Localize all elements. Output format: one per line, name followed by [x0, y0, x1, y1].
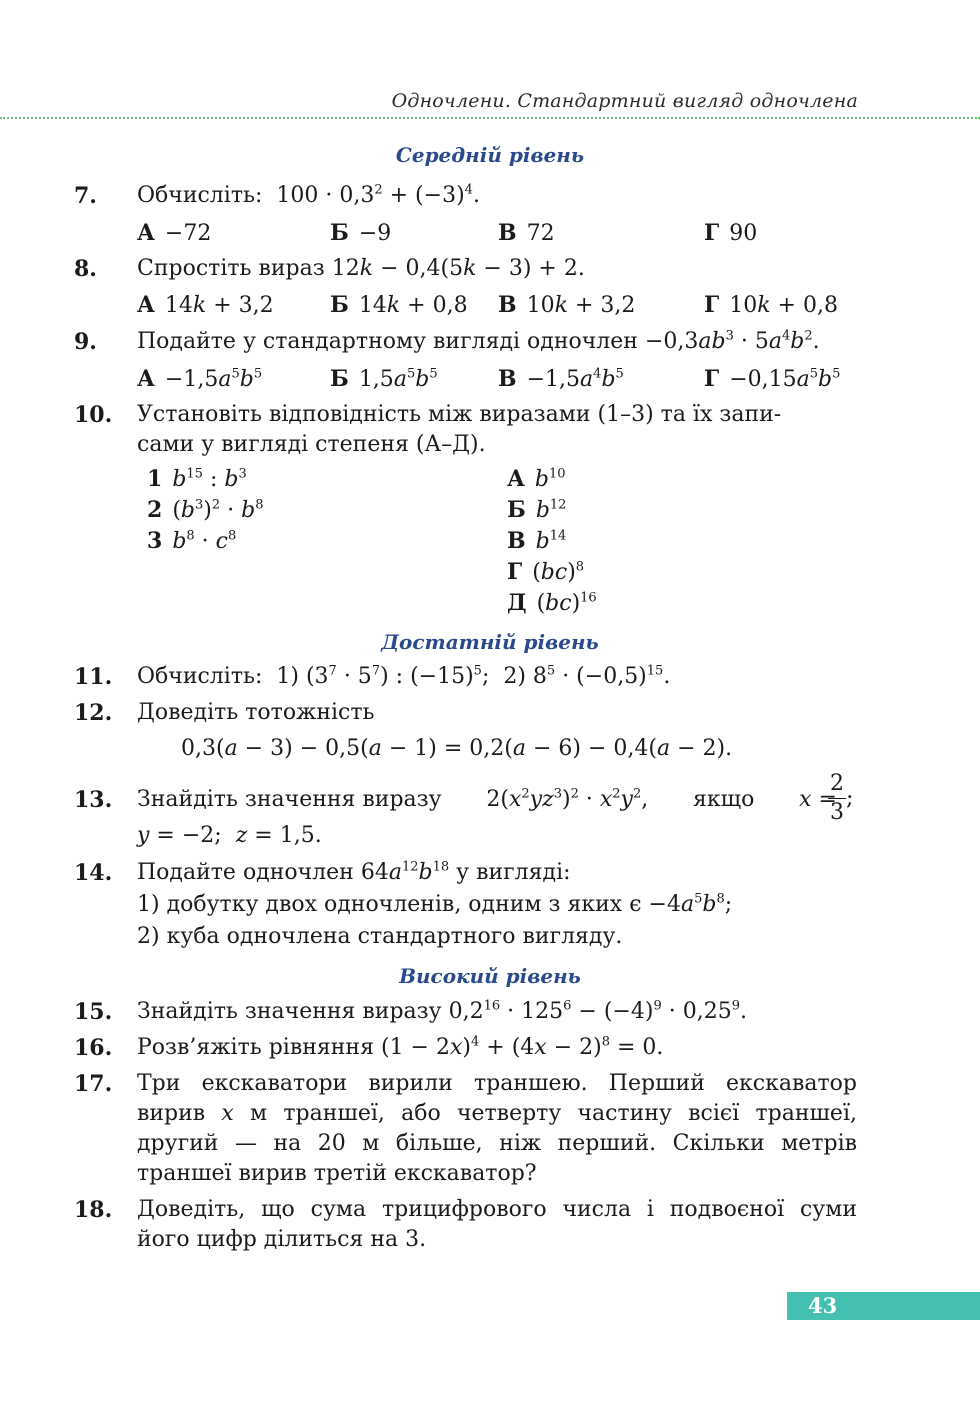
problem-number: 12.: [74, 700, 113, 726]
match-right-item: А $b^{10}$: [507, 466, 566, 492]
match-left-item: 3 $b^8 \cdot c^8$: [147, 528, 237, 554]
problem-17-line: другий — на 20 м більше, ніж перший. Скільки метрів: [137, 1131, 857, 1156]
problem-10-line: сами у вигляді степеня (А–Д).: [137, 432, 486, 457]
problem-number: 10.: [74, 402, 113, 428]
header-dotted-divider: [0, 117, 980, 119]
problem-number: 18.: [74, 1197, 113, 1223]
problem-17-line: траншеї вирив третій екскаватор?: [137, 1161, 537, 1186]
problem-7-text: Обчисліть: $100 \cdot 0,3^2 + (-3)^4$.: [137, 182, 480, 208]
problem-number: 15.: [74, 999, 113, 1025]
answer-option-b: Б −9: [330, 220, 392, 246]
match-left-item: 2 $(b^3)^2 \cdot b^8$: [147, 497, 264, 523]
match-right-item: Б $b^{12}$: [507, 497, 567, 523]
problem-14-item: 1) добутку двох одночленів, одним з яких $є -4a^5b^8$;: [137, 891, 733, 917]
problem-11-text: Обчисліть: 1) $(3^7 \cdot 5^7)$ : $(-15)^5$; 2) $8^5 \cdot (-0,5)^{15}$.: [137, 663, 671, 689]
problem-number: 8.: [74, 256, 97, 282]
problem-10-line: Установіть відповідність між виразами (1–3) та їх запи-: [137, 402, 782, 427]
page-number: 43: [808, 1293, 838, 1318]
problem-number: 9.: [74, 329, 97, 355]
problem-number: 16.: [74, 1035, 113, 1061]
match-right-item: Д (bc)$^{16}$: [507, 590, 597, 616]
problem-12-identity: 0,3(a − 3) − 0,5(a − 1) = 0,2(a − 6) − 0,4(a − 2).: [181, 736, 733, 761]
problem-18-line: його цифр ділиться на 3.: [137, 1227, 427, 1252]
match-right-item: В $b^{14}$: [507, 528, 567, 554]
problem-9-text: Подайте у стандартному вигляді одночлен $-0,3ab^3 \cdot 5a^4b^2$.: [137, 328, 820, 354]
answer-option-v: В 10k + 3,2: [498, 292, 636, 318]
answer-option-g: Г 90: [704, 220, 758, 246]
problem-14-item: 2) куба одночлена стандартного вигляду.: [137, 924, 623, 949]
problem-number: 14.: [74, 860, 113, 886]
problem-8-text: Спростіть вираз 12k − 0,4(5k − 3) + 2.: [137, 256, 585, 281]
problem-13-values: y = −2; z = 1,5.: [137, 823, 322, 848]
problem-number: 17.: [74, 1071, 113, 1097]
problem-16-text: Розв’яжіть рівняння $(1 - 2x)^4 + (4x - 2)^8 = 0$.: [137, 1034, 664, 1060]
problem-17-line: вирив x м траншеї, або четверту частину всієї траншеї,: [137, 1101, 857, 1126]
match-right-item: Г (bc)$^8$: [507, 559, 585, 585]
fraction-two-thirds: $\frac{2}{3}$ ;: [830, 771, 854, 825]
problem-number: 7.: [74, 183, 97, 209]
level-heading-high: Високий рівень: [399, 964, 581, 988]
problem-number: 11.: [74, 664, 113, 690]
running-title: Одночлени. Стандартний вигляд одночлена: [391, 90, 858, 112]
problem-18-line: Доведіть, що сума трицифрового числа і подвоєної суми: [137, 1197, 857, 1222]
problem-13-text: Знайдіть значення виразу $2(x^2yz^3)^2 \cdot x^2y^2$, якщо x =: [137, 786, 837, 812]
answer-option-a: А 14k + 3,2: [137, 292, 274, 318]
problem-12-text: Доведіть тотожність: [137, 700, 375, 725]
problem-15-text: Знайдіть значення виразу $0,2^{16} \cdot 125^6 - (-4)^9 \cdot 0,25^9$.: [137, 998, 747, 1024]
match-left-item: 1 $b^{15}$ : $b^3$: [147, 466, 247, 492]
level-heading-medium: Середній рівень: [395, 143, 585, 167]
answer-option-v: $В -1,5a^4b^5$: [498, 366, 624, 392]
answer-option-a: А −72: [137, 220, 212, 246]
problem-17-line: Три екскаватори вирили траншею. Перший екскаватор: [137, 1071, 857, 1096]
problem-14-text: Подайте одночлен $64a^{12}b^{18}$ у вигляді:: [137, 859, 571, 885]
level-heading-sufficient: Достатній рівень: [381, 630, 599, 654]
answer-option-g: $Г -0,15a^5b^5$: [704, 366, 841, 392]
answer-option-v: В 72: [498, 220, 555, 246]
answer-option-b: Б $1,5a^5b^5$: [330, 366, 438, 392]
answer-option-g: Г 10k + 0,8: [704, 292, 838, 318]
problem-number: 13.: [74, 787, 113, 813]
answer-option-b: Б 14k + 0,8: [330, 292, 468, 318]
answer-option-a: $А -1,5a^5b^5$: [137, 366, 263, 392]
